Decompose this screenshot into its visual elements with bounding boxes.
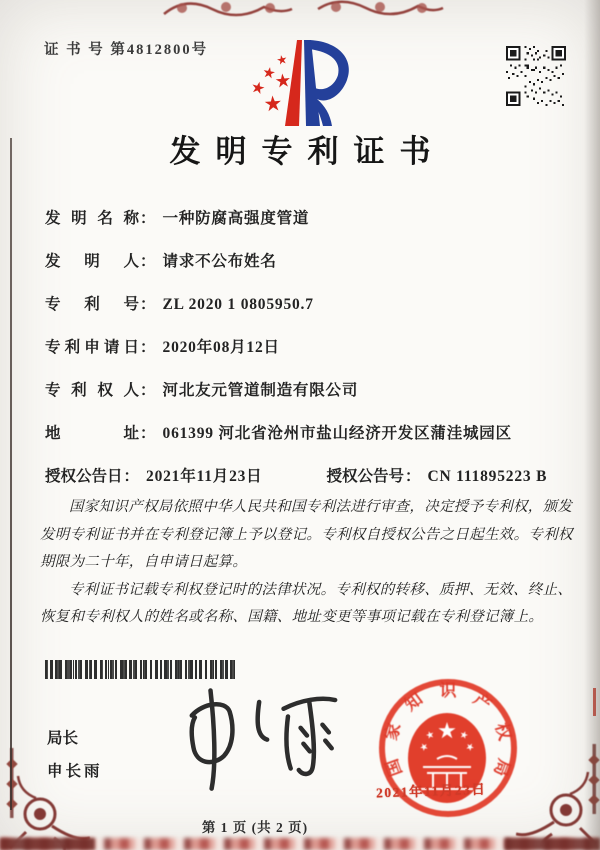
- top-ornament-border: [160, 0, 445, 17]
- left-border-line: [10, 138, 12, 810]
- field-value: 河北友元管道制造有限公司: [162, 382, 359, 399]
- field-colon: ：: [140, 210, 156, 227]
- field-colon: ：: [140, 425, 156, 442]
- field-value: 2020年08月12日: [162, 339, 280, 356]
- signer-title: 局长: [47, 730, 79, 747]
- barcode: [45, 660, 235, 679]
- svg-text:权: 权: [491, 720, 515, 743]
- field-colon: ：: [405, 468, 421, 485]
- field-row-inventor: [45, 249, 582, 273]
- field-row-address: [45, 421, 582, 445]
- bottom-left-corner-ornament: [6, 748, 90, 850]
- field-value: 061399 河北省沧州市盐山经济开发区蒲洼城园区: [162, 425, 512, 442]
- svg-text:知: 知: [401, 689, 427, 715]
- certificate-number: 证 书 号 第4812800号: [44, 42, 209, 58]
- legal-paragraph-1: 国家知识产权局依照中华人民共和国专利法进行审查，决定授予专利权，颁发发明专利证书并在专利登记簿上予以登记。专利权自授权公告之日起生效。专利权期限为二十年，自申请日起算。: [40, 499, 573, 570]
- grant-number-label: 授权公告号: [326, 468, 404, 485]
- field-value: 请求不公布姓名: [162, 253, 277, 270]
- grant-number-value: CN 111895223 B: [427, 468, 548, 485]
- svg-text:局: 局: [490, 756, 514, 779]
- field-colon: ：: [140, 296, 156, 313]
- certificate-title: 发明专利证书: [169, 134, 446, 169]
- field-colon: ：: [140, 253, 156, 270]
- field-colon: ：: [123, 468, 140, 485]
- seal-date-stamp: 2021年11月23日: [375, 781, 487, 801]
- director-signature: [162, 677, 357, 797]
- field-label: 专利权人: [45, 382, 139, 399]
- right-scan-shadow: [584, 0, 600, 850]
- official-seal: [377, 675, 519, 825]
- field-colon: ：: [140, 339, 156, 356]
- field-label: 专利申请日: [45, 339, 139, 356]
- page-number: 第 1 页 (共 2 页): [201, 820, 309, 835]
- field-value: 一种防腐高强度管道: [162, 210, 310, 227]
- legal-text-block: [40, 494, 574, 632]
- grant-date-value: 2021年11月23日: [146, 468, 263, 485]
- grant-date-pair: [45, 464, 262, 486]
- field-colon: ：: [140, 382, 156, 399]
- svg-text:识: 识: [439, 681, 457, 700]
- svg-text:国: 国: [382, 756, 406, 779]
- grant-date-label: 授权公告日: [45, 468, 123, 485]
- field-row-patent-number: [45, 292, 582, 316]
- svg-text:产: 产: [469, 689, 495, 715]
- field-value: ZL 2020 1 0805950.7: [162, 296, 314, 313]
- grant-number-pair: [326, 464, 547, 486]
- field-row-invention-name: [45, 206, 582, 230]
- cnipa-logo-icon: [240, 36, 370, 132]
- qr-code: [505, 46, 567, 106]
- field-row-patentee: [45, 378, 582, 402]
- field-row-grant: [45, 464, 582, 488]
- svg-text:家: 家: [381, 720, 405, 743]
- field-label: 地址: [45, 425, 139, 442]
- field-label: 发明名称: [45, 210, 139, 227]
- bottom-edge-dark-left: [0, 838, 95, 850]
- signer-name: 申长雨: [47, 763, 103, 780]
- certificate-fields: [45, 206, 582, 488]
- field-label: 发明人: [45, 253, 139, 270]
- legal-paragraph-2: 专利证书记载专利权登记时的法律状况。专利权的转移、质押、无效、终止、恢复和专利权人的姓名或名称、国籍、地址变更等事项记载在专利登记簿上。: [40, 581, 573, 625]
- field-label: 专利号: [45, 296, 139, 313]
- field-row-filing-date: [45, 335, 582, 359]
